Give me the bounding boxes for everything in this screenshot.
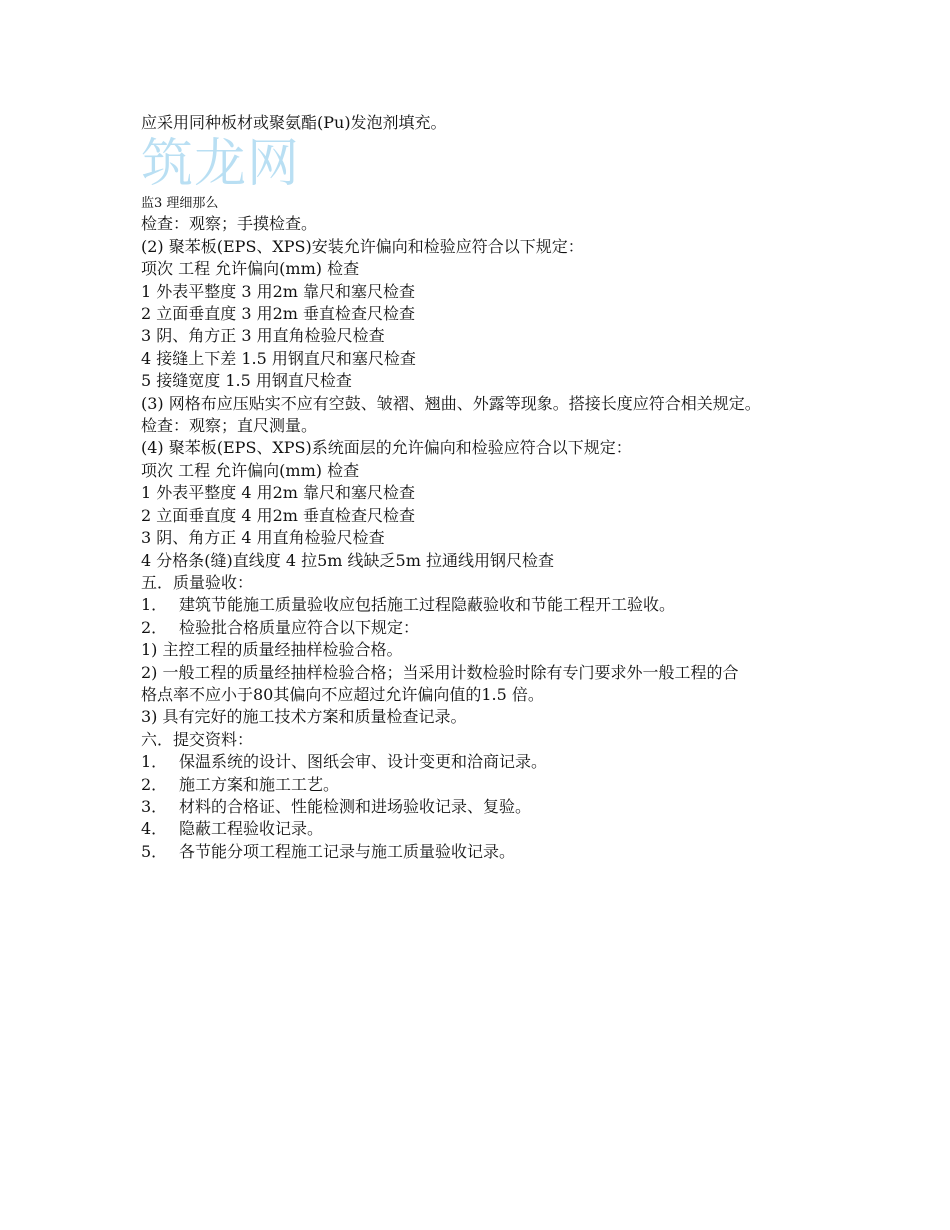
list-number: 5． [141,841,168,861]
table-row-line: 1 外表平整度 3 用2m 靠尺和塞尺检查 [141,281,416,301]
table-row-line: 3 阴、角方正 4 用直角检验尺检查 [141,528,385,548]
list-number: 4． [141,819,168,839]
list-item [141,774,821,796]
list-number: 2． [141,774,168,794]
text-line: (4) 聚苯板(EPS、XPS)系统面层的允许偏向和检验应符合以下规定： [141,438,632,458]
list-number: 1． [141,595,168,615]
list-text: 施工方案和施工工艺。 [179,774,340,794]
table-row-line: 3 阴、角方正 3 用直角检验尺检查 [141,326,385,346]
section-heading: 六．提交资料： [141,729,254,749]
list-item [141,751,821,773]
list-item [141,818,821,840]
sub-item: 格点率不应小于80其偏向不应超过允许偏向值的1.5 倍。 [141,684,544,704]
sub-item: 2) 一般工程的质量经抽样检验合格；当采用计数检验时除有专门要求外一般工程的合 [141,662,739,682]
text-line: (2) 聚苯板(EPS、XPS)安装允许偏向和检验应符合以下规定： [141,236,584,256]
table-row-line: 5 接缝宽度 1.5 用钢直尺检查 [141,371,352,391]
list-text: 各节能分项工程施工记录与施工质量验收记录。 [179,841,516,861]
sub-item: 3) 具有完好的施工技术方案和质量检查记录。 [141,707,467,727]
table-row-line: 2 立面垂直度 3 用2m 垂直检查尺检查 [141,304,416,324]
list-item [141,841,821,863]
table-row-line: 4 接缝上下差 1.5 用钢直尺和塞尺检查 [141,348,416,368]
sub-item: 1) 主控工程的质量经抽样检验合格。 [141,640,403,660]
list-number: 1． [141,752,168,772]
list-text: 建筑节能施工质量验收应包括施工过程隐蔽验收和节能工程开工验收。 [179,595,676,615]
list-text: 保温系统的设计、图纸会审、设计变更和洽商记录。 [179,752,548,772]
list-number: 2． [141,617,168,637]
list-text: 检验批合格质量应符合以下规定： [179,617,420,637]
text-line: 检查：观察；手摸检查。 [141,214,318,234]
table-row-line: 2 立面垂直度 4 用2m 垂直检查尺检查 [141,505,416,525]
list-item [141,594,821,616]
intro-line: 应采用同种板材或聚氨酯(Pu)发泡剂填充。 [141,113,447,132]
list-text: 隐蔽工程验收记录。 [179,819,324,839]
table-row-line: 4 分格条(缝)直线度 4 拉5m 线缺乏5m 拉通线用钢尺检查 [141,550,554,570]
small-note: 监3 理细那么 [141,196,219,212]
section-heading: 五．质量验收： [141,572,254,592]
list-item [141,617,821,639]
list-text: 材料的合格证、性能检测和进场验收记录、复验。 [179,796,532,816]
text-paragraph: (3) 网格布应压贴实不应有空鼓、皱褶、翘曲、外露等现象。搭接长度应符合相关规定。 [141,393,761,413]
table-row-line: 1 外表平整度 4 用2m 靠尺和塞尺检查 [141,483,416,503]
table-header-line: 项次 工程 允许偏向(mm) 检查 [141,460,360,480]
text-line: 检查：观察；直尺测量。 [141,416,318,436]
list-number: 3． [141,796,168,816]
watermark-logo: 筑龙网 [141,134,301,195]
list-item [141,796,821,818]
document-page [141,112,821,863]
table-header-line: 项次 工程 允许偏向(mm) 检查 [141,259,360,279]
